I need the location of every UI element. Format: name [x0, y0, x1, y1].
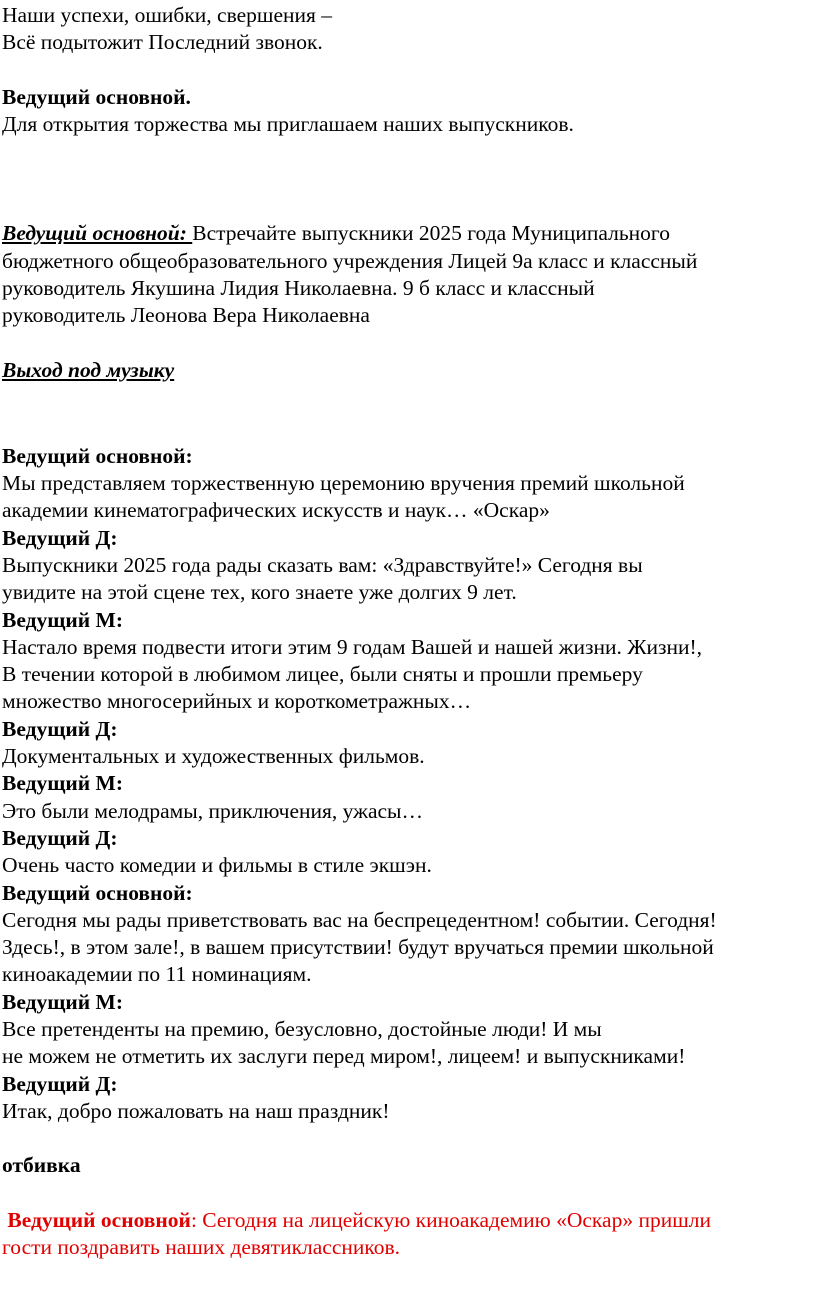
speech-line: Все претенденты на премию, безусловно, достойные люди! И мы	[2, 1016, 602, 1041]
speech-line: В течении которой в любимом лицее, были сняты и прошли премьеру	[2, 662, 643, 687]
speech-line	[2, 220, 816, 247]
speech-line: гости поздравить наших девятиклассников.	[2, 1235, 401, 1260]
speech-line: множество многосерийных и короткометражных…	[2, 689, 472, 714]
speaker-label: Ведущий М:	[2, 607, 123, 632]
speech-line: Очень часто комедии и фильмы в стиле экшэн.	[2, 853, 432, 878]
speech-line: Мы представляем торжественную церемонию вручения премий школьной	[2, 471, 685, 496]
speaker-label: Ведущий основной:	[2, 880, 193, 905]
speech-line: Документальных и художественных фильмов.	[2, 744, 425, 769]
stage-direction: Выход под музыку	[2, 357, 175, 382]
speech-text: Встречайте выпускники 2025 года Муниципального	[192, 221, 670, 246]
speech-line: Настало время подвести итоги этим 9 годам Вашей и нашей жизни. Жизни!,	[2, 634, 703, 659]
speaker-label: Ведущий Д:	[2, 716, 118, 741]
speech-line: Это были мелодрамы, приключения, ужасы…	[2, 798, 424, 823]
speech-line: академии кинематографических искусств и наук… «Оскар»	[2, 498, 550, 523]
speech-line: Выпускники 2025 года рады сказать вам: «Здравствуйте!» Сегодня вы	[2, 552, 643, 577]
speaker-label: Ведущий М:	[2, 989, 123, 1014]
verse-line: Наши успехи, ошибки, свершения –	[2, 3, 333, 27]
dialogue	[2, 443, 816, 1125]
speech-line: Итак, добро пожаловать на наш праздник!	[2, 1098, 390, 1123]
speech-line: Сегодня мы рады приветствовать вас на беспрецедентном! событии. Сегодня!	[2, 907, 717, 932]
speaker-label: Ведущий Д:	[2, 1071, 118, 1096]
verse-line: Всё подытожит Последний звонок.	[2, 30, 323, 55]
speech-line: Для открытия торжества мы приглашаем наших выпускников.	[2, 112, 574, 137]
speaker-label: Ведущий основной	[7, 1208, 191, 1233]
speaker-label: Ведущий основной:	[2, 221, 193, 246]
speaker-label: Ведущий основной:	[2, 443, 193, 468]
speaker-label: Ведущий основной.	[2, 84, 191, 109]
speaker-label: Ведущий Д:	[2, 525, 118, 550]
speech-line: увидите на этой сцене тех, кого знаете уже долгих 9 лет.	[2, 580, 517, 605]
speech-line: бюджетного общеобразовательного учреждения Лицей 9а класс и классный	[2, 248, 698, 273]
stage-direction: отбивка	[2, 1153, 81, 1178]
speech-line: не можем не отметить их заслуги перед миром!, лицеем! и выпускниками!	[2, 1044, 686, 1069]
speaker-label: Ведущий М:	[2, 771, 123, 796]
speech-line	[2, 1207, 816, 1234]
speech-line: Здесь!, в этом зале!, в вашем присутствии! будут вручаться премии школьной	[2, 935, 714, 960]
speech-text: : Сегодня на лицейскую киноакадемию «Оскар» пришли	[190, 1208, 711, 1233]
speech-line: руководитель Леонова Вера Николаевна	[2, 303, 370, 328]
speech-line: киноакадемии по 11 номинациям.	[2, 962, 312, 987]
speaker-label: Ведущий Д:	[2, 825, 118, 850]
speech-line: руководитель Якушина Лидия Николаевна. 9 б класс и классный	[2, 275, 595, 300]
